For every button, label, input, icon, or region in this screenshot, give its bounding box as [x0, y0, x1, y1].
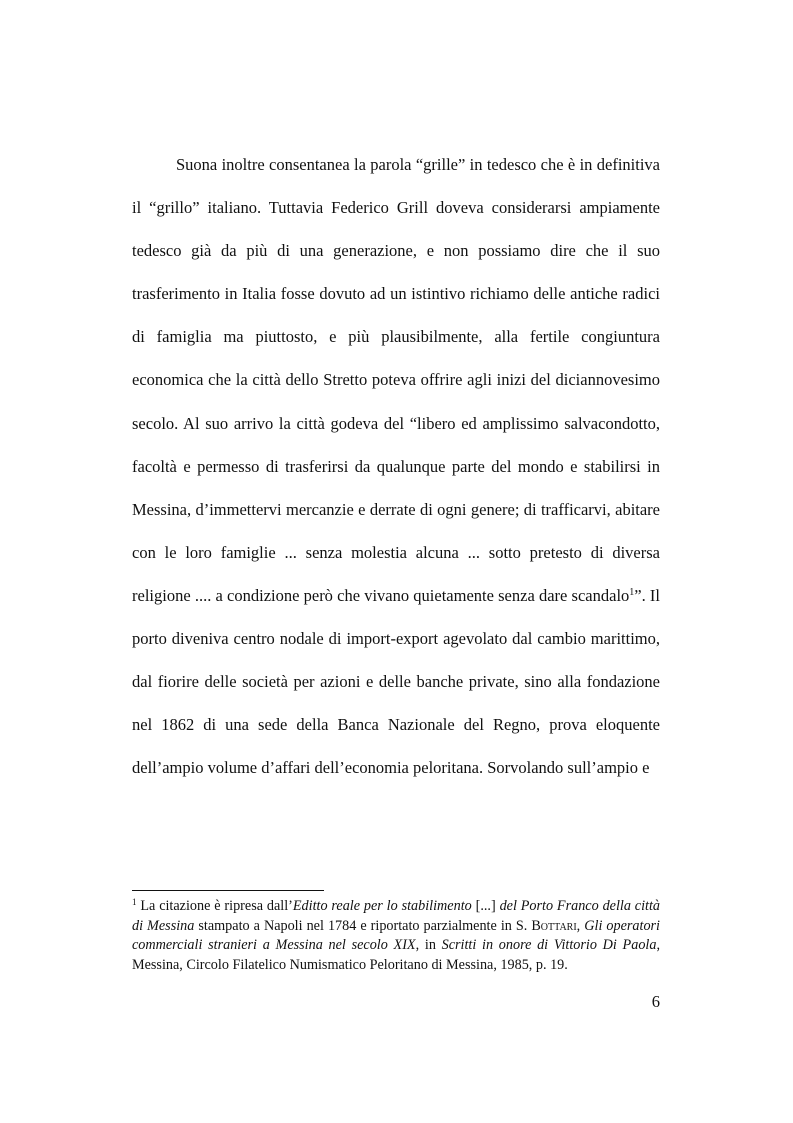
- footnote-title-scritti: Scritti in onore di Vittorio Di Paola: [441, 937, 657, 954]
- body-text-part-2: ”. Il porto diveniva centro nodale di import-export agevolato dal cambio marittimo, dal fiorire delle società per azioni e delle banche private, sino alla fondazione nel 1862 di una sede della Banca Nazionale del Regno, prova eloquente dell’ampio volume d’affari dell’economia peloritana. Sorvolando sull’ampio e: [132, 585, 660, 778]
- footnote-separator: [132, 890, 324, 891]
- footnote-marker: 1: [132, 897, 137, 907]
- footnote-text: ,: [576, 917, 585, 934]
- body-paragraph: [132, 143, 660, 789]
- footnote-reference: 1: [629, 586, 635, 598]
- footnote-text: [...]: [471, 898, 500, 914]
- footnote-text: , Messina, Circolo Filatelico Numismatico Peloritano di Messina, 1985, p. 19.: [132, 937, 660, 973]
- footnote-title-editto: Editto reale per lo stabilimento: [292, 898, 472, 914]
- footnote-author: Bottari: [531, 917, 577, 934]
- page-number: 6: [651, 992, 660, 1011]
- body-text-part-1: Suona inoltre consentanea la parola “grille” in tedesco che è in definitiva il “grillo” italiano. Tuttavia Federico Grill doveva considerarsi ampiamente tedesco già da più di una generazione, e non possiamo dire che il suo trasferimento in Italia fosse dovuto ad un istintivo richiamo delle antiche radici di famiglia ma piuttosto, e più plausibilmente, alla fertile congiuntura economica che la città dello Stretto poteva offrire agli inizi del diciannovesimo secolo. Al suo arrivo la città godeva del “libero ed amplissimo salvacondotto, facoltà e permesso di trasferirsi da qualunque parte del mondo e stabilirsi in Messina, d’immettervi mercanzie e derrate di ogni genere; di trafficarvi, abitare con le loro famiglie ... senza molestia alcuna ... sotto pretesto di diversa religione .... a condizione però che vivano quietamente senza dare scandalo: [132, 155, 660, 605]
- footnote-text: La citazione è ripresa dall’: [136, 898, 293, 914]
- footnote: [132, 897, 660, 975]
- footnote-title-operatori: Gli operatori commerciali stranieri a Messina nel secolo XIX: [132, 917, 661, 954]
- footnote-text: stampato a Napoli nel 1784 e riportato parzialmente in S.: [194, 917, 532, 934]
- footnote-text: , in: [415, 937, 442, 954]
- footnote-title-porto-franco: del Porto Franco della città di Messina: [132, 898, 661, 934]
